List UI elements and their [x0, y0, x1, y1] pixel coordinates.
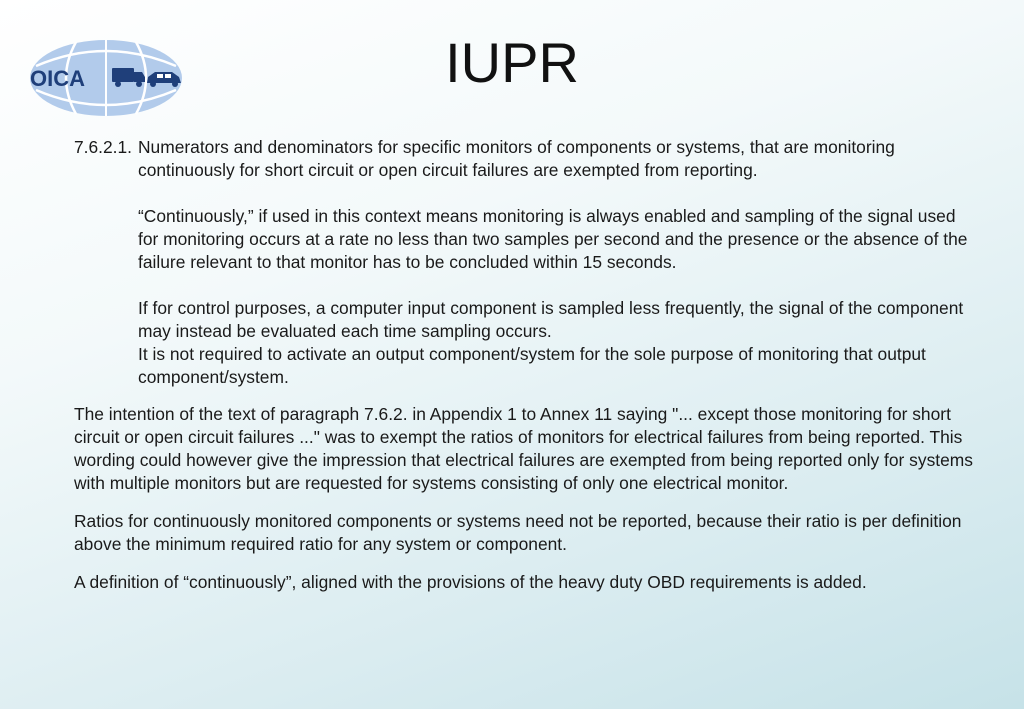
body-paragraph: The intention of the text of paragraph 7.6.2. in Appendix 1 to Annex 11 saying "... except those monitoring for short circuit or open circuit failures ..." was to exempt the ratios of monitors for electrical failures from being reported. This wording could however give the impression that electrical failures are exempted from being reported only for systems with multiple monitors but are requested for systems consisting of only one electrical monitor. — [74, 404, 973, 493]
body-paragraph: A definition of “continuously”, aligned with the provisions of the heavy duty OBD requirements is added. — [74, 572, 867, 592]
page-title: IUPR — [445, 31, 579, 94]
section-body — [138, 136, 974, 389]
logo-text: OICA — [30, 66, 85, 91]
slide-content — [74, 136, 974, 594]
body-paragraph: Ratios for continuously monitored components or systems need not be reported, because their ratio is per definition above the minimum required ratio for any system or component. — [74, 511, 962, 554]
section-paragraph: It is not required to activate an output component/system for the sole purpose of monitoring that output component/system. — [138, 344, 926, 387]
section-paragraph: If for control purposes, a computer input component is sampled less frequently, the signal of the component may instead be evaluated each time sampling occurs. — [138, 298, 964, 341]
section-paragraph: “Continuously,” if used in this context means monitoring is always enabled and sampling of the signal used for monitoring occurs at a rate no less than two samples per second and the presence or the absence of the failure relevant to that monitor has to be concluded within 15 seconds. — [138, 206, 968, 272]
section-number: 7.6.2.1. — [74, 137, 133, 157]
numbered-section — [74, 136, 974, 389]
section-paragraph: Numerators and denominators for specific monitors of components or systems, that are monitoring continuously for short circuit or open circuit failures are exempted from reporting. — [138, 137, 895, 180]
